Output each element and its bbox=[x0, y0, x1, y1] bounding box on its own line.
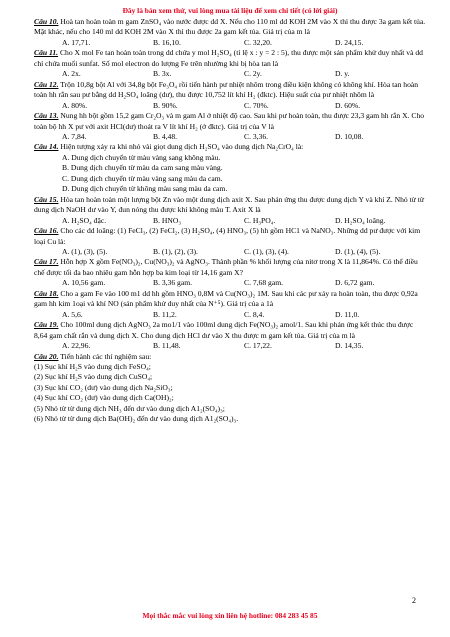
option-c: C. 32,20. bbox=[244, 37, 272, 47]
question-text: Hỗn hợp X gồm Fe(NO₃)₂, Cu(NO₃)₂ và AgNO₃. Thành phần % khối lượng của nitơ trong X là 11,864%. Có thể điều chế được tối đa bao nhiêu gam hỗn hợp ba kim loại từ 14,16 gam X? bbox=[34, 257, 418, 277]
option-line-b: B. Dung dịch chuyển từ màu da cam sang màu vàng. bbox=[62, 163, 223, 173]
option-a: A. 22,96. bbox=[62, 341, 91, 351]
option-d: D. H₂SO₄ loãng. bbox=[335, 215, 386, 225]
option-c: C. 8,4. bbox=[244, 309, 265, 319]
option-b: B. 3x. bbox=[153, 69, 172, 79]
option-line-a: A. Dung dịch chuyển từ màu vàng sang không màu. bbox=[62, 152, 221, 162]
experiment-item: (4) Sục khí CO₂ (dư) vào dung dịch Ca(OH)₂; bbox=[34, 393, 174, 403]
experiment-item: (1) Sục khí H₂S vào dung dịch FeSO₄; bbox=[34, 361, 151, 371]
option-d: D. 6,72 gam. bbox=[335, 278, 375, 288]
question-16 bbox=[34, 226, 426, 247]
option-b: B. 3,36 gam. bbox=[153, 278, 193, 288]
experiment-item: (5) Nhỏ từ từ dung dịch NH₃ đến dư vào dung dịch A1₂(SO₄)₃; bbox=[34, 403, 225, 413]
answer-options bbox=[34, 101, 426, 111]
answer-options bbox=[34, 216, 426, 226]
question-label: Câu 12. bbox=[34, 79, 59, 89]
question-10 bbox=[34, 17, 426, 38]
option-c: C. 3,36. bbox=[244, 131, 269, 141]
option-a: A. 80%. bbox=[62, 100, 88, 110]
answer-options bbox=[34, 310, 426, 320]
document-page bbox=[34, 0, 426, 637]
option-d: D. 11,0. bbox=[335, 309, 360, 319]
page-number: 2 bbox=[412, 596, 416, 605]
question-text: Cho 100ml dung dịch AgNO₃ 2a mo1/1 vào 100ml dung dịch Fe(NO₃)₂ amol/1. Sau khi phản ứng kết thúc thu được 8,64 gam chất rắn và dung dịch X. Cho dung dịch HCl dư vào X thu được m gam kết tủa. Giá trị của m là bbox=[34, 320, 414, 340]
option-a: A. 2x. bbox=[62, 69, 81, 79]
question-text: Hiện tượng xảy ra khi nhỏ vài giọt dung dịch H₂SO₄ vào dung dịch Na₂CrO₄ là: bbox=[58, 142, 304, 152]
option-a: A. H₂SO₄ đặc. bbox=[62, 215, 107, 225]
experiment-item: (2) Sục khí H₂S vào dung dịch CuSO₄; bbox=[34, 372, 153, 382]
option-a: A. (1), (3), (5). bbox=[62, 246, 108, 256]
option-d: D. y. bbox=[335, 69, 350, 79]
option-d: D. 10,08. bbox=[335, 131, 364, 141]
question-12 bbox=[34, 80, 426, 101]
question-label: Câu 15. bbox=[34, 194, 59, 204]
question-17 bbox=[34, 257, 426, 278]
answer-options bbox=[34, 278, 426, 288]
option-b: B. 11,2. bbox=[153, 309, 177, 319]
question-20 bbox=[34, 352, 426, 362]
question-15 bbox=[34, 195, 426, 216]
option-c: C. 7,68 gam. bbox=[244, 278, 284, 288]
question-label: Câu 13. bbox=[34, 111, 59, 121]
option-d: D. 24,15. bbox=[335, 37, 364, 47]
question-18 bbox=[34, 289, 426, 310]
option-d: D. 60%. bbox=[335, 100, 361, 110]
question-text: Cho a gam Fe vào 100 m1 dd hh gồm HNO₃ 0,8M và Cu(NO₃)₂ 1M. Sau khi các pư xảy ra hoàn toàn, thu được 0,92a gam hh kim 1oại và khí NO (sản phẩm khử duy nhất của N⁺⁵). Giá trị của a 1à bbox=[34, 288, 418, 309]
footer-banner: Mọi thắc mắc vui lòng xin liên hệ hotline: 084 283 45 85 bbox=[142, 611, 318, 620]
question-label: Câu 20. bbox=[34, 351, 59, 361]
answer-options bbox=[34, 341, 426, 351]
option-a: A. 7,84. bbox=[62, 131, 87, 141]
option-d: D. 14,35. bbox=[335, 341, 364, 351]
answer-options bbox=[34, 247, 426, 257]
answer-options bbox=[34, 69, 426, 79]
option-a: A. 10,56 gam. bbox=[62, 278, 106, 288]
option-a: A. 5,6. bbox=[62, 309, 83, 319]
answer-options bbox=[34, 132, 426, 142]
option-b: B. HNO₃ bbox=[153, 215, 181, 225]
option-b: B. 11,48. bbox=[153, 341, 181, 351]
option-c: C. 70%. bbox=[244, 100, 269, 110]
experiment-item: (3) Sục khí CO₂ (dư) vào dung dịch Na₂SiO₃; bbox=[34, 382, 173, 392]
question-11 bbox=[34, 48, 426, 69]
question-label: Câu 11. bbox=[34, 48, 59, 58]
question-14 bbox=[34, 142, 426, 152]
option-c: C. 17,22. bbox=[244, 341, 272, 351]
question-text: Nung hh bột gồm 15,2 gam Cr₂O₃ và m gam Al ở nhiệt độ cao. Sau khi pư hoàn toàn, thu được 23,3 gam hh rắn X. Cho toàn bộ hh X pư với axit HCl(dư) thoát ra V lít khí H₂ (ở đktc). Giá trị của V là bbox=[34, 111, 425, 131]
question-text: Cho X mol Fe tan hoàn toàn trong dd chứa y mol H₂SO₄ (tỉ lệ x : y = 2 : 5), thu được một sản phẩm khử duy nhất và dd chỉ chứa muối sunfat. Số mol electron do lượng Fe trên nhường khi bị hòa tan là bbox=[34, 48, 423, 68]
question-text: Hoà tan hoàn toàn m gam ZnSO₄ vào nước được dd X. Nếu cho 110 ml dd KOH 2M vào X thì thu được 3a gam kết tủa. Mặt khác, nếu cho 140 ml dd KOH 2M vào X thì thu được 2a gam kết tủa. Giá trị của m là bbox=[34, 17, 426, 37]
question-13 bbox=[34, 111, 426, 132]
answer-options bbox=[34, 38, 426, 48]
question-label: Câu 16. bbox=[34, 226, 59, 236]
option-line-c: C. Dung dịch chuyển từ màu vàng sang màu da cam. bbox=[62, 173, 223, 183]
question-19 bbox=[34, 320, 426, 341]
option-b: B. 16,10. bbox=[153, 37, 181, 47]
question-label: Câu 18. bbox=[34, 288, 59, 298]
option-a: A. 17,71. bbox=[62, 37, 91, 47]
question-text: Cho các dd loãng: (1) FeCl₃, (2) FeCl₂, (3) H₂SO₄, (4) HNO₃, (5) hh gồm HC1 và NaNO₃. Những dd pư được với kim loại Cu là: bbox=[34, 226, 421, 246]
header-banner: Đây là bản xem thử, vui lòng mua tài liệu để xem chi tiết (có lời giải) bbox=[122, 6, 338, 15]
question-text: Tiến hành các thí nghiệm sau: bbox=[58, 351, 152, 361]
option-b: B. 4,48. bbox=[153, 131, 178, 141]
experiment-item: (6) Nhỏ từ từ dung dịch Ba(OH)₂ đến dư vào dung dịch A1₂(SO₄)₃. bbox=[34, 414, 239, 424]
question-text: Trộn 10,8g bột Al với 34,8g bột Fe₃O₄ rồi tiến hành pư nhiệt nhôm trong điều kiện không có không khí. Hòa tan hoàn toàn hh rắn sau pư bằng dd H₂SO₄ loãng (dư), thu được 10,752 lít khí H₂ (đktc). Hiệu suất của pư nhiệt nhôm là bbox=[34, 79, 419, 100]
question-label: Câu 10. bbox=[34, 17, 59, 26]
question-label: Câu 19. bbox=[34, 320, 59, 330]
question-label: Câu 14. bbox=[34, 142, 59, 152]
option-c: C. (1), (3), (4). bbox=[244, 246, 289, 256]
question-label: Câu 17. bbox=[34, 257, 59, 267]
document-content bbox=[34, 17, 426, 425]
option-d: D. (1), (4), (5). bbox=[335, 246, 381, 256]
option-b: B. 90%. bbox=[153, 100, 178, 110]
option-c: C. 2y. bbox=[244, 69, 262, 79]
option-line-d: D. Dung dịch chuyển từ không màu sang màu da cam. bbox=[62, 184, 228, 194]
option-c: C. H₃PO₄. bbox=[244, 215, 276, 225]
option-b: B. (1), (2), (3). bbox=[153, 246, 198, 256]
question-text: Hòa tan hoàn toàn một lượng bột Zn vào một dung dịch axit X. Sau phản ứng thu được dung dịch Y và khí Z. Nhỏ từ từ dung dịch NaOH dư vào Y, đun nóng thu được khí không màu T. Axit X là bbox=[34, 194, 424, 215]
